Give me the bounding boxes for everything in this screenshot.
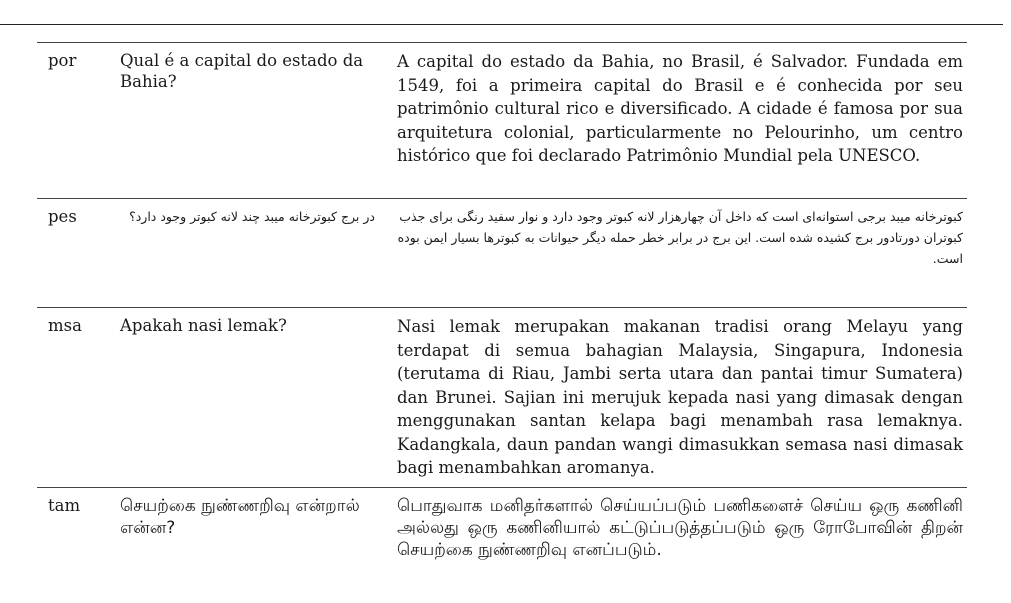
question-text: செயற்கை நுண்ணறிவு என்றால் என்ன? [120, 496, 360, 538]
question-text: در برج کبوترخانه میبد چند لانه کبوتر وجود دارد؟ [129, 209, 375, 224]
question-text: Apakah nasi lemak? [120, 316, 287, 335]
language-code: msa [48, 316, 82, 335]
language-code: tam [48, 496, 81, 515]
row-divider [37, 307, 967, 308]
row-divider [37, 198, 967, 199]
question-text: Qual é a capital do estado da Bahia? [120, 51, 364, 91]
table-top-rule [0, 24, 1003, 25]
answer-text: பொதுவாக மனிதர்களால் செய்யப்படும் பணிகளைச் செய்ய ஒரு கணினி அல்லது ஒரு கணினியால் கட்டுப்படுத்தப்படும் ஒரு ரோபோவின் திறன் செயற்கை நுண்ணறிவு எனப்படும். [397, 496, 963, 560]
row-divider [37, 42, 967, 43]
answer-text: A capital do estado da Bahia, no Brasil, é Salvador. Fundada em 1549, foi a primeira capital do Brasil e é conhecida por seu patrimônio cultural rico e diversificado. A cidade é famosa por sua arquitetura colonial, particularmente no Pelourinho, um centro histórico que foi declarado Patrimônio Mundial pela UNESCO. [397, 52, 963, 165]
answer-text: کبوترخانه میبد برجی استوانه‌ای است که داخل آن چهارهزار لانه کبوتر وجود دارد و نوار سفید رنگی برای جذب کبوتران دورتادور برج کشیده شده است. این برج در برابر خطر حمله دیگر حیوانات به کبوترها بسیار ایمن بوده است. [397, 209, 963, 266]
language-code: pes [48, 207, 77, 226]
row-divider [37, 487, 967, 488]
answer-text: Nasi lemak merupakan makanan tradisi orang Melayu yang terdapat di semua bahagian Malaysia, Singapura, Indonesia (terutama di Riau, Jambi serta utara dan pantai timur Sumatera) dan Brunei. Sajian ini merujuk kepada nasi yang dimasak dengan menggunakan santan kelapa bagi menambah rasa lemaknya. Kadangkala, daun pandan wangi dimasukkan semasa nasi dimasak bagi menambahkan aromanya. [397, 317, 963, 477]
language-code: por [48, 51, 77, 70]
